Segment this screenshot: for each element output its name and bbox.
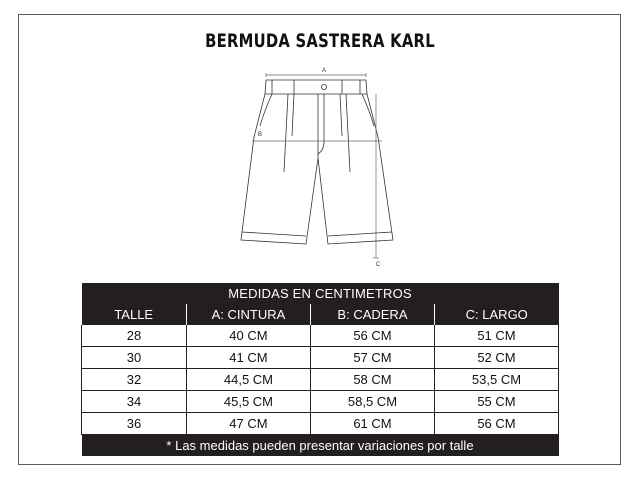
cell-cadera: 61 CM <box>310 413 434 435</box>
cell-talle: 34 <box>82 391 187 413</box>
measure-label-c: C <box>375 262 381 268</box>
cell-cadera: 57 CM <box>310 347 434 369</box>
cell-cadera: 58,5 CM <box>310 391 434 413</box>
cell-cintura: 41 CM <box>186 347 310 369</box>
shorts-technical-drawing <box>236 62 396 270</box>
measure-label-a: A <box>321 68 327 74</box>
cell-largo: 53,5 CM <box>434 369 558 391</box>
table-row <box>82 413 559 435</box>
table-row <box>82 347 559 369</box>
table-note-row <box>82 435 559 457</box>
size-chart-table <box>81 283 559 456</box>
cell-talle: 32 <box>82 369 187 391</box>
cell-cintura: 47 CM <box>186 413 310 435</box>
cell-cintura: 45,5 CM <box>186 391 310 413</box>
cell-cadera: 56 CM <box>310 325 434 347</box>
cell-largo: 51 CM <box>434 325 558 347</box>
column-header-largo: C: LARGO <box>434 304 558 325</box>
cell-largo: 56 CM <box>434 413 558 435</box>
cell-cadera: 58 CM <box>310 369 434 391</box>
column-header-cadera: B: CADERA <box>310 304 434 325</box>
cell-talle: 28 <box>82 325 187 347</box>
cell-largo: 55 CM <box>434 391 558 413</box>
table-row <box>82 391 559 413</box>
table-caption-row <box>82 283 559 304</box>
measure-label-b: B <box>257 132 263 138</box>
column-header-cintura: A: CINTURA <box>186 304 310 325</box>
cell-largo: 52 CM <box>434 347 558 369</box>
table-header-row <box>82 304 559 325</box>
cell-cintura: 40 CM <box>186 325 310 347</box>
cell-talle: 30 <box>82 347 187 369</box>
table-row <box>82 325 559 347</box>
column-header-talle: TALLE <box>82 304 187 325</box>
table-row <box>82 369 559 391</box>
table-caption: MEDIDAS EN CENTIMETROS <box>82 283 559 304</box>
cell-talle: 36 <box>82 413 187 435</box>
product-title: BERMUDA SASTRERA KARL <box>205 30 435 52</box>
cell-cintura: 44,5 CM <box>186 369 310 391</box>
table-note: * Las medidas pueden presentar variaciones por talle <box>82 435 559 457</box>
